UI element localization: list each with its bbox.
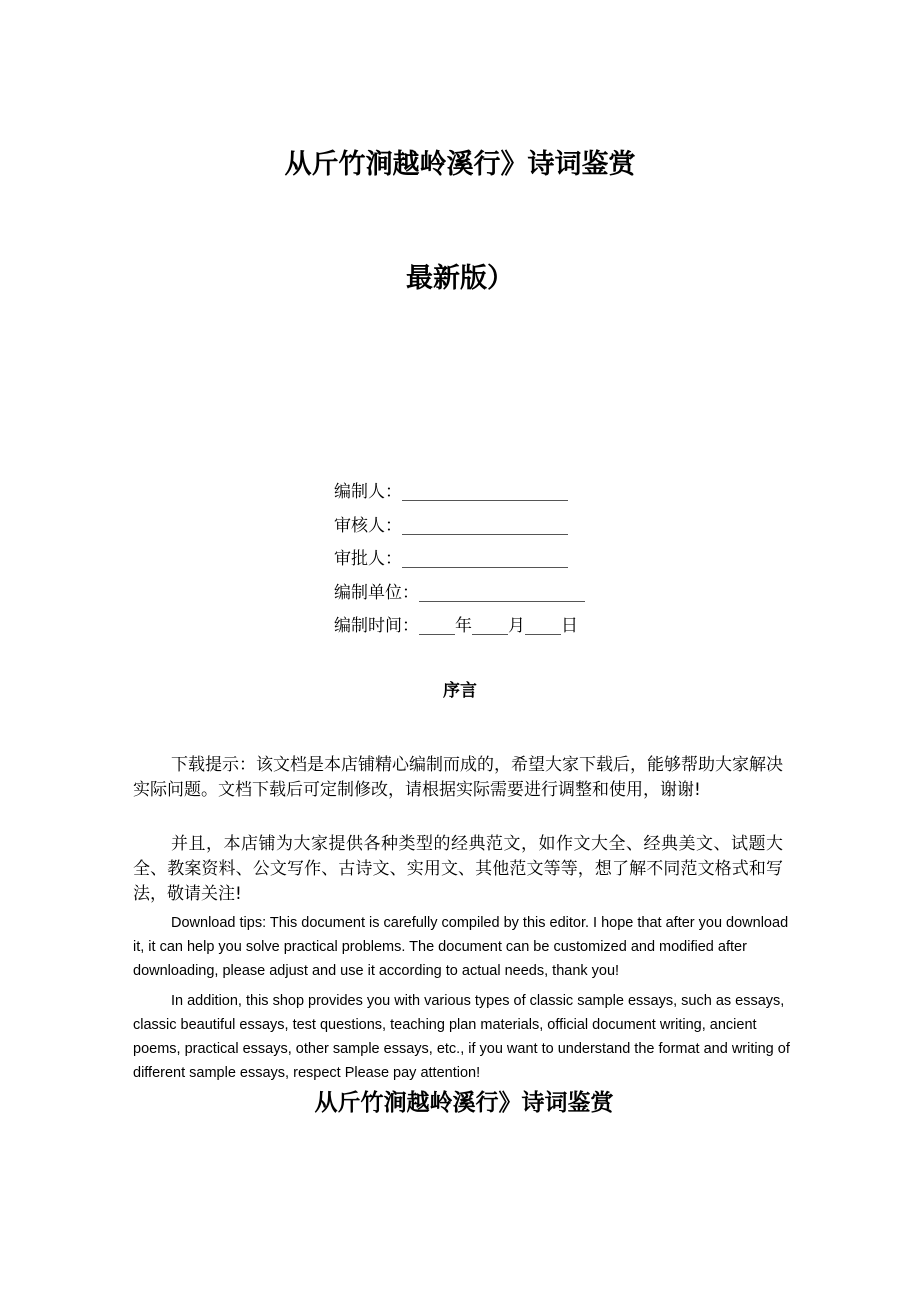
approver-label: 审批人： — [334, 549, 402, 569]
compiler-line — [334, 477, 654, 511]
edition-label: 最新版） — [406, 263, 514, 294]
compiler-label: 编制人： — [334, 482, 402, 502]
approver-line — [334, 544, 654, 578]
reviewer-blank — [402, 515, 568, 535]
time-line — [334, 611, 654, 645]
year-blank — [419, 615, 455, 635]
unit-blank — [419, 582, 585, 602]
signature-block — [334, 477, 654, 645]
time-label: 编制时间： — [334, 616, 419, 636]
reviewer-label: 审核人： — [334, 515, 402, 536]
year-label: 年 — [455, 616, 472, 636]
approver-blank — [402, 548, 568, 568]
preface-paragraph-cn: 下载提示：该文档是本店铺精心编制而成的，希望大家下载后，能够帮助大家解决实际问题。文档下载后可定制修改，请根据实际需要进行调整和使用，谢谢! — [133, 755, 783, 800]
unit-line — [334, 578, 654, 612]
preface-heading: 序言 — [443, 681, 477, 701]
month-blank — [472, 615, 508, 635]
section-title: 从斤竹涧越岭溪行》诗词鉴赏 — [314, 1089, 614, 1116]
month-label: 月 — [508, 616, 525, 636]
day-label: 日 — [561, 616, 578, 636]
preface-paragraph-en: Download tips: This document is carefully compiled by this editor. I hope that after you download it, it can help you solve practical problems. The document can be customized and modified after downloading, please adjust and use it according to actual needs, thank you! — [133, 914, 789, 979]
preface-paragraph-en: In addition, this shop provides you with various types of classic sample essays, such as essays, classic beautiful essays, test questions, teaching plan materials, official document writing, ancient poems, practical essays, other sample essays, etc., if you want to understand the format and writing of different sample essays, respect Please pay attention! — [133, 992, 790, 1081]
day-blank — [525, 615, 561, 635]
unit-label: 编制单位： — [334, 582, 419, 603]
compiler-blank — [402, 481, 568, 501]
preface-paragraph-cn: 并且，本店铺为大家提供各种类型的经典范文，如作文大全、经典美文、试题大全、教案资料、公文写作、古诗文、实用文、其他范文等等，想了解不同范文格式和写法，敬请关注! — [133, 834, 783, 904]
document-title: 从斤竹涧越岭溪行》诗词鉴赏 — [284, 149, 636, 180]
reviewer-line — [334, 511, 654, 545]
